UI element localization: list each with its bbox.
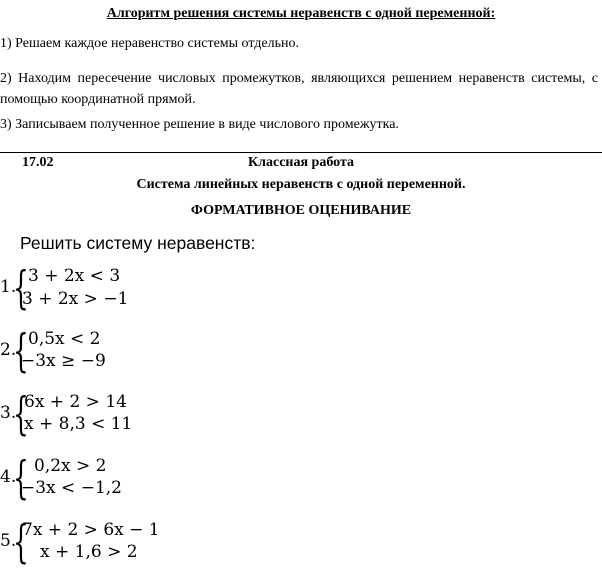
lesson-topic: Система линейных неравенств с одной переменной. xyxy=(136,177,466,192)
system-5-line-2: x + 1,6 > 2 xyxy=(40,542,138,562)
lesson-date: 17.02 xyxy=(22,155,54,170)
lesson-type: Классная работа xyxy=(247,155,355,170)
system-4-number: 4. xyxy=(0,467,17,487)
algorithm-step-2: 2) Находим пересечение числовых промежутков, являющихся решением неравенств системы, с помощью координатной прямой. xyxy=(0,71,598,107)
system-2-brace: { xyxy=(13,324,29,377)
system-5-brace: { xyxy=(13,515,29,568)
system-1-line-1: 3 + 2x < 3 xyxy=(28,266,121,286)
system-2-line-1: 0,5x < 2 xyxy=(28,329,101,349)
system-5-number: 5. xyxy=(0,531,17,551)
system-1-brace: { xyxy=(13,261,29,314)
system-5-line-1: 7x + 2 > 6x − 1 xyxy=(22,520,160,540)
system-2-number: 2. xyxy=(0,340,17,360)
algorithm-step-1: 1) Решаем каждое неравенство системы отдельно. xyxy=(0,36,299,51)
system-2-line-2: −3x ≥ −9 xyxy=(21,351,106,371)
assessment-heading: ФОРМАТИВНОЕ ОЦЕНИВАНИЕ xyxy=(190,203,412,218)
system-3-brace: { xyxy=(13,387,29,440)
task-prompt: Решить систему неравенств: xyxy=(20,233,256,253)
system-3-line-1: 6x + 2 > 14 xyxy=(24,392,127,412)
algorithm-step-3: 3) Записываем полученное решение в виде числового промежутка. xyxy=(0,117,399,132)
system-4-line-2: −3x < −1,2 xyxy=(21,478,122,498)
system-3-line-2: x + 8,3 < 11 xyxy=(24,414,133,434)
system-4-line-1: 0,2x > 2 xyxy=(34,456,107,476)
section-divider xyxy=(0,152,602,153)
system-1-line-2: 3 + 2x > −1 xyxy=(22,289,129,309)
algorithm-title: Алгоритм решения системы неравенств с одной переменной: xyxy=(106,6,496,21)
system-3-number: 3. xyxy=(0,403,17,423)
system-4-brace: { xyxy=(13,451,29,504)
system-1-number: 1. xyxy=(0,277,17,297)
